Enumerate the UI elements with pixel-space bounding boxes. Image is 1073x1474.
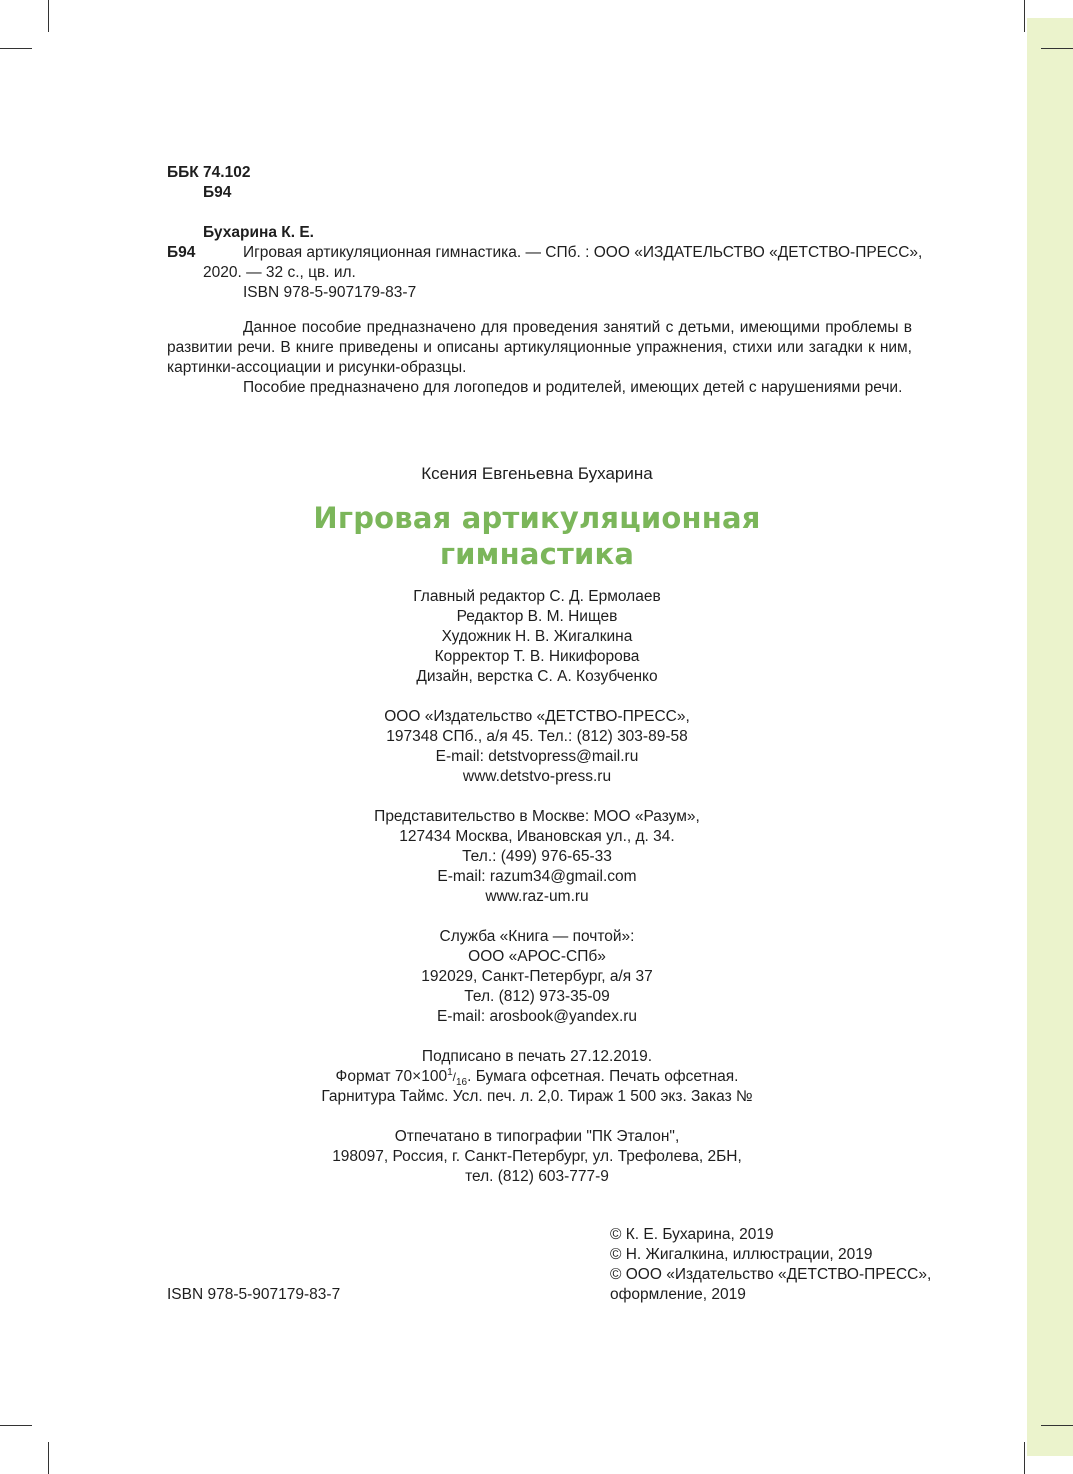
- mail-order-line: ООО «АРОС-СПб»: [468, 948, 606, 965]
- catalog-entry: [167, 243, 923, 263]
- moscow-line: Представительство в Москве: МОО «Разум»,: [374, 808, 700, 825]
- mail-order-line: 192029, Санкт-Петербург, а/я 37: [421, 968, 653, 985]
- print-format: Формат $70\times 100^1/_{16}$. Бумага офсетная. Печать офсетная.: [335, 1066, 739, 1089]
- editor-line: Художник Н. В. Жигалкина: [441, 628, 633, 645]
- abstract: [167, 318, 912, 398]
- entry-line-2: 2020. — 32 с., цв. ил.: [203, 264, 356, 281]
- book-title: [167, 500, 907, 572]
- book-title-line-2: гимнастика: [439, 537, 635, 571]
- editors-group: [167, 587, 907, 687]
- margin-color-strip: [1027, 18, 1073, 1456]
- publisher-website: www.detstvo-press.ru: [462, 768, 612, 785]
- abstract-paragraph-1: Данное пособие предназначено для проведения занятий с детьми, имеющими проблемы в развитии речи. В книге приведены и описаны артикуляционные упражнения, стихи или загадки к ним, картинки-ассоциации и рисунки-образцы.: [167, 319, 912, 376]
- crop-mark: [1024, 1442, 1025, 1474]
- publisher-line: 197348 СПб., а/я 45. Тел.: (812) 303-89-58: [386, 728, 688, 745]
- author-heading: Бухарина К. Е.: [203, 224, 314, 241]
- publisher-group: [167, 707, 907, 787]
- format-numerator: 1: [447, 1066, 453, 1078]
- crop-mark: [48, 0, 49, 32]
- print-signed: Подписано в печать 27.12.2019.: [421, 1048, 653, 1065]
- printer-group: [167, 1127, 907, 1187]
- editor-line: Дизайн, верстка С. А. Козубченко: [416, 668, 658, 685]
- print-font-line: Гарнитура Таймс. Усл. печ. л. 2,0. Тираж 1 500 экз. Заказ №: [321, 1088, 753, 1105]
- crop-mark: [1041, 1425, 1073, 1426]
- udk-code: Б94: [203, 184, 232, 201]
- moscow-line: Тел.: (499) 976-65-33: [462, 848, 612, 865]
- mail-order-group: [167, 927, 907, 1027]
- crop-mark: [0, 1425, 32, 1426]
- copyright-line: оформление, 2019: [610, 1286, 746, 1303]
- format-suffix: . Бумага офсетная. Печать офсетная.: [467, 1068, 739, 1085]
- moscow-office-group: [167, 807, 907, 907]
- crop-mark: [48, 1442, 49, 1474]
- author-name: Ксения Евгеньевна Бухарина: [421, 464, 653, 483]
- editor-line: Корректор Т. В. Никифорова: [434, 648, 640, 665]
- format-prefix: Формат 70×100: [335, 1068, 448, 1085]
- imprint-credits: [167, 587, 907, 1207]
- entry-code: Б94: [167, 244, 196, 261]
- copyright-block: [610, 1225, 931, 1305]
- crop-mark: [1041, 48, 1073, 49]
- moscow-website: www.raz-um.ru: [485, 888, 589, 905]
- mail-order-line: Служба «Книга — почтой»:: [439, 928, 635, 945]
- abstract-paragraph-2: Пособие предназначено для логопедов и родителей, имеющих детей с нарушениями речи.: [243, 379, 903, 396]
- publisher-line: ООО «Издательство «ДЕТСТВО-ПРЕСС»,: [384, 708, 690, 725]
- moscow-line: 127434 Москва, Ивановская ул., д. 34.: [399, 828, 675, 845]
- printer-line: Отпечатано в типографии "ПК Эталон",: [394, 1128, 680, 1145]
- editor-line: Главный редактор С. Д. Ермолаев: [413, 588, 661, 605]
- printer-line: тел. (812) 603-777-9: [465, 1168, 609, 1185]
- print-details-group: [167, 1047, 907, 1107]
- publisher-email: E-mail: detstvopress@mail.ru: [435, 748, 639, 765]
- moscow-email: E-mail: razum34@gmail.com: [437, 868, 637, 885]
- crop-mark: [1024, 0, 1025, 32]
- entry-isbn: ISBN 978-5-907179-83-7: [243, 284, 417, 301]
- mail-order-email: E-mail: arosbook@yandex.ru: [436, 1008, 638, 1025]
- copyright-line: © ООО «Издательство «ДЕТСТВО-ПРЕСС»,: [610, 1266, 932, 1283]
- bbk-code: ББК 74.102: [167, 164, 251, 181]
- copyright-line: © Н. Жигалкина, иллюстрации, 2019: [610, 1246, 873, 1263]
- copyright-line: © К. Е. Бухарина, 2019: [610, 1226, 774, 1243]
- spacer: [167, 203, 912, 223]
- bibliographic-record: [167, 163, 923, 398]
- format-denominator: 16: [455, 1077, 468, 1089]
- book-title-line-1: Игровая артикуляционная: [313, 501, 761, 535]
- printer-line: 198097, Россия, г. Санкт-Петербург, ул. Трефолева, 2БН,: [332, 1148, 742, 1165]
- crop-mark: [0, 48, 32, 49]
- entry-line-1: Игровая артикуляционная гимнастика. — СПб. : ООО «ИЗДАТЕЛЬСТВО «ДЕТСТВО-ПРЕСС»,: [243, 244, 923, 261]
- mail-order-line: Тел. (812) 973-35-09: [464, 988, 610, 1005]
- editor-line: Редактор В. М. Нищев: [456, 608, 618, 625]
- isbn-footer: ISBN 978-5-907179-83-7: [167, 1286, 341, 1303]
